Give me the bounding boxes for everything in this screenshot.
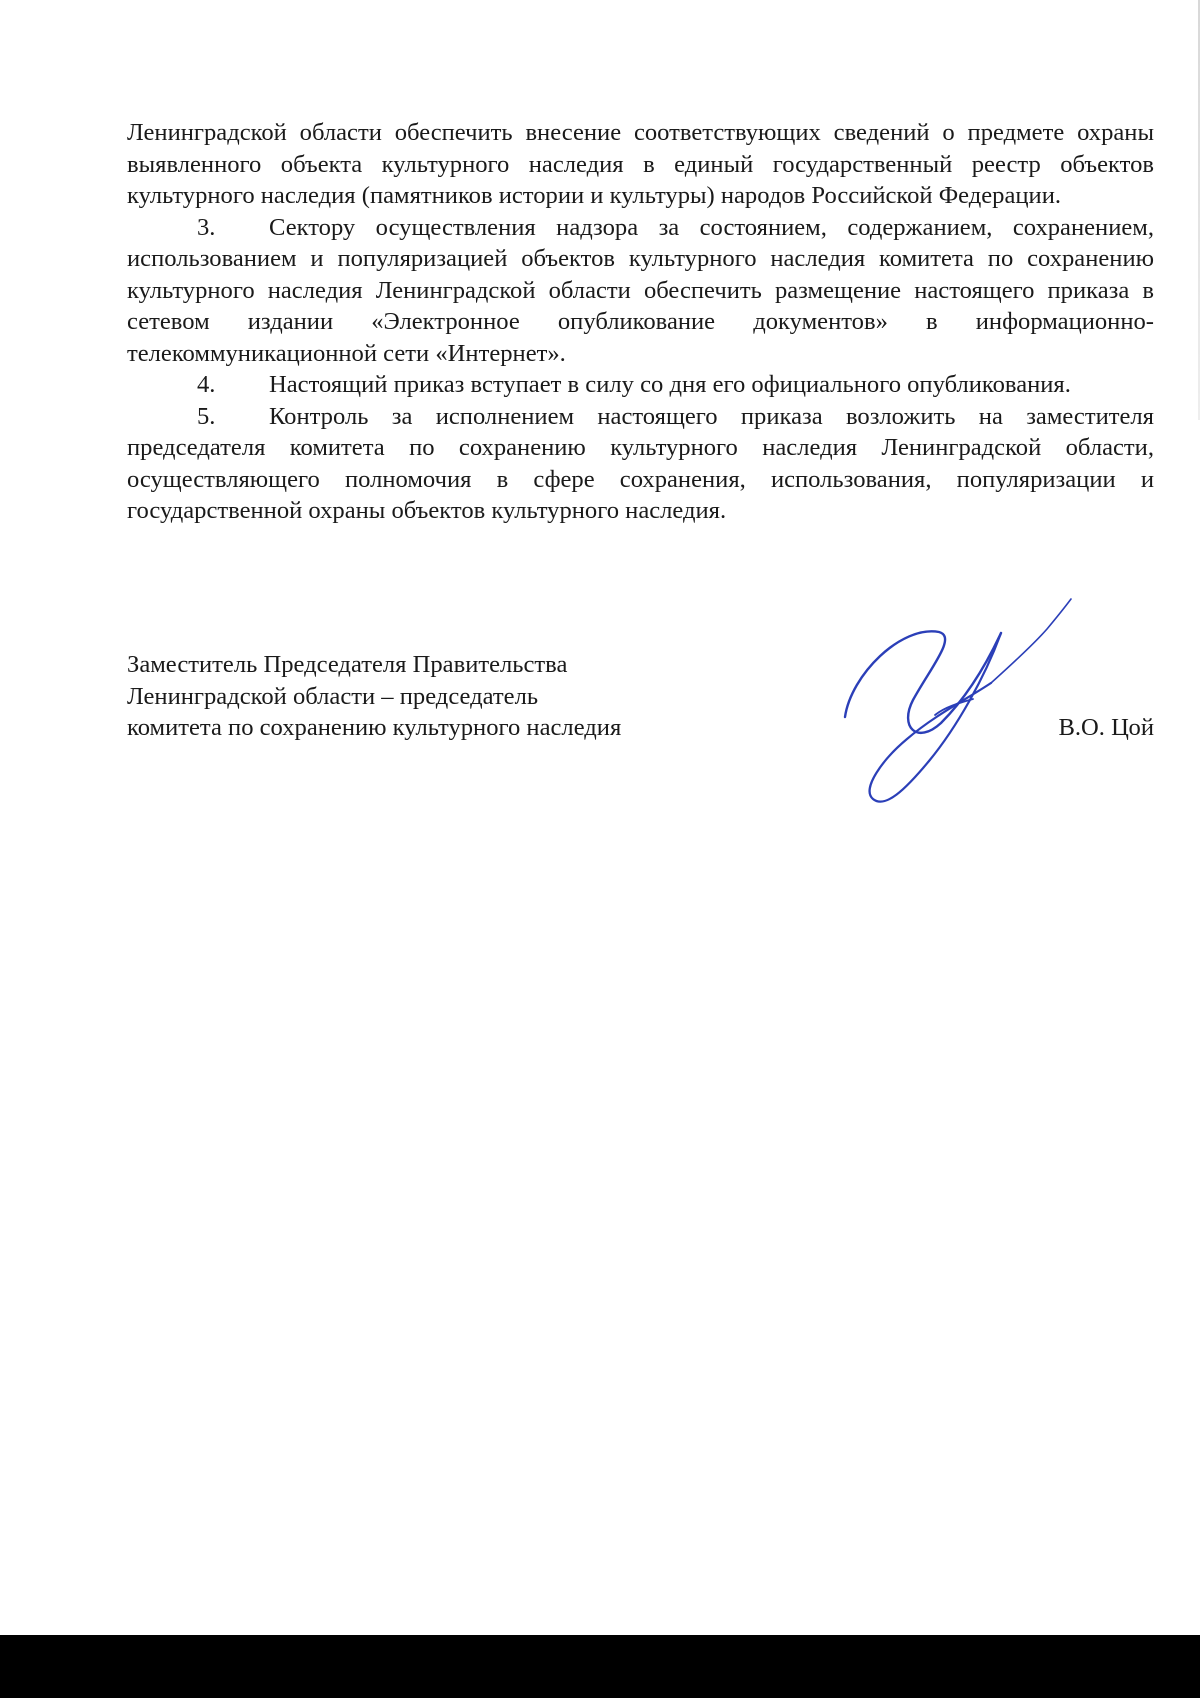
paragraph-number: 4. xyxy=(197,371,216,398)
signatory-position-line: Заместитель Председателя Правительства xyxy=(127,651,568,678)
paragraph-text: Сектору осуществления надзора за состоянием, содержанием, сохранением, использованием и популяризацией объектов культурного наследия комитета по сохранению культурного наследия Ленинградской области обеспечить размещение настоящего приказа в сетевом издании «Электронное опубликование документов» в информационно-телекоммуникационной сети «Интернет». xyxy=(127,213,1154,367)
numbered-paragraph-3 xyxy=(127,212,1154,370)
handwritten-signature xyxy=(835,595,1085,820)
paragraph-continuation xyxy=(127,117,1154,212)
signature-stroke xyxy=(991,599,1071,683)
paragraph-text: Ленинградской области обеспечить внесение соответствующих сведений о предмете охраны выявленного объекта культурного наследия в единый государственный реестр объектов культурного наследия (памятников истории и культуры) народов Российской Федерации. xyxy=(127,119,1154,209)
signatory-position-line: Ленинградской области – председатель xyxy=(127,682,539,710)
paragraph-text: Настоящий приказ вступает в силу со дня его официального опубликования. xyxy=(269,371,1071,398)
paragraph-number: 3. xyxy=(197,213,216,241)
paragraph-text: Контроль за исполнением настоящего приказа возложить на заместителя председателя комитета по сохранению культурного наследия Ленинградской области, осуществляющего полномочия в сфере сохранения, использования, популяризации и государственной охраны объектов культурного наследия. xyxy=(127,402,1154,524)
signature-stroke xyxy=(870,633,1001,802)
paragraph-number: 5. xyxy=(197,402,216,430)
signatory-name: В.О. Цой xyxy=(1058,714,1154,741)
numbered-paragraph-4 xyxy=(127,369,1154,401)
document-body xyxy=(127,117,1154,527)
signatory-position-line: комитета по сохранению культурного наследия xyxy=(127,714,622,741)
signature-stroke xyxy=(845,631,1001,733)
numbered-paragraph-5 xyxy=(127,401,1154,527)
